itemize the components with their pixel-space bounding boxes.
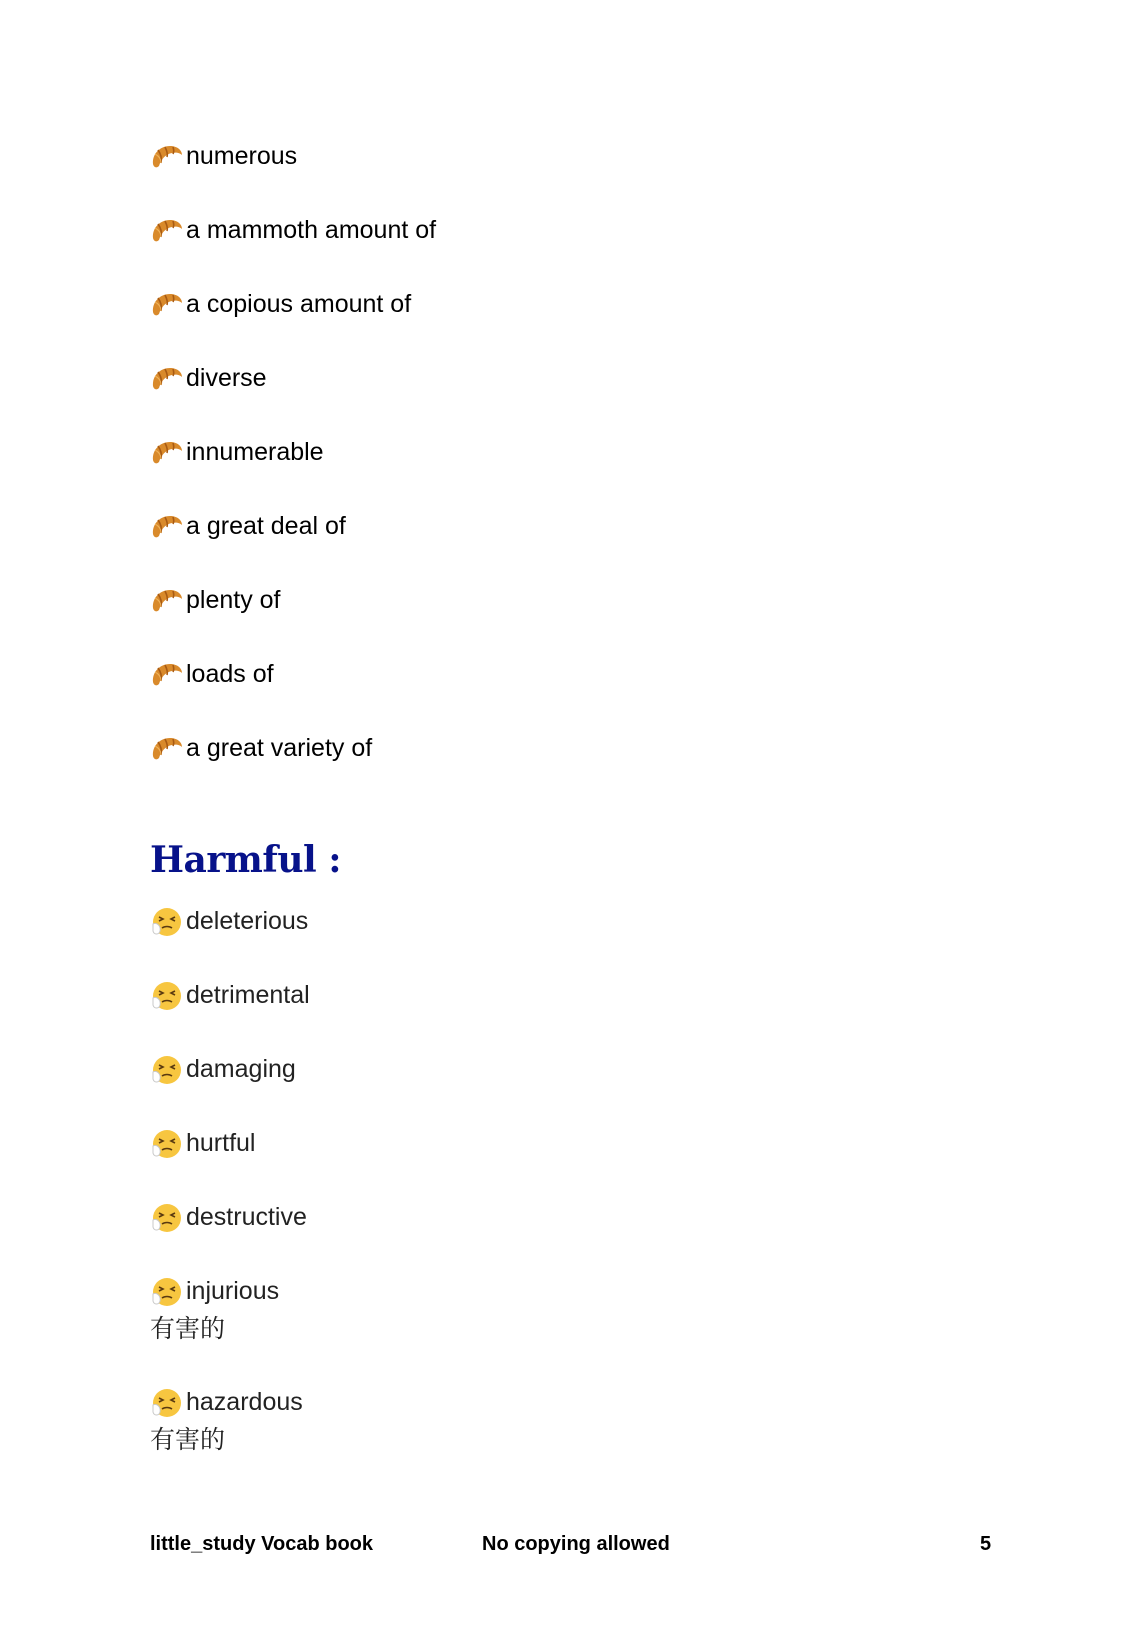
croissant-icon [150, 216, 184, 246]
croissant-icon [150, 734, 184, 764]
vocab-word: destructive [186, 1203, 307, 1231]
footer-book-title: little_study Vocab book [150, 1533, 373, 1555]
sneezing-face-icon [151, 980, 183, 1012]
vocab-word: damaging [186, 1055, 296, 1083]
sneezing-face-icon [151, 1054, 183, 1086]
vocab-word: innumerable [186, 438, 324, 466]
sneezing-face-icon [151, 1128, 183, 1160]
vocab-word: a mammoth amount of [186, 216, 437, 244]
croissant-icon [150, 290, 184, 320]
croissant-icon [150, 438, 184, 468]
vocab-word: numerous [186, 142, 298, 170]
sneezing-face-icon [151, 1276, 183, 1308]
croissant-icon [150, 142, 184, 172]
footer-notice: No copying allowed [482, 1533, 670, 1555]
vocab-word: diverse [186, 364, 267, 392]
sneezing-face-icon [151, 1202, 183, 1234]
croissant-icon [150, 364, 184, 394]
vocab-word: loads of [186, 660, 274, 688]
translation: 有害的 [150, 1315, 226, 1343]
croissant-icon [150, 512, 184, 542]
translation: 有害的 [150, 1426, 226, 1454]
vocab-word: a copious amount of [186, 290, 412, 318]
vocab-word: deleterious [186, 907, 309, 935]
vocab-word: injurious [186, 1277, 280, 1305]
vocab-word: a great deal of [186, 512, 346, 540]
sneezing-face-icon [151, 1387, 183, 1419]
vocab-word: plenty of [186, 586, 281, 614]
vocab-word: hurtful [186, 1129, 256, 1157]
section-title-harmful: Harmful : [150, 839, 342, 881]
vocab-word: a great variety of [186, 734, 373, 762]
sneezing-face-icon [151, 906, 183, 938]
page-number: 5 [980, 1533, 992, 1555]
vocab-word: hazardous [186, 1388, 303, 1416]
vocab-word: detrimental [186, 981, 310, 1009]
croissant-icon [150, 660, 184, 690]
croissant-icon [150, 586, 184, 616]
